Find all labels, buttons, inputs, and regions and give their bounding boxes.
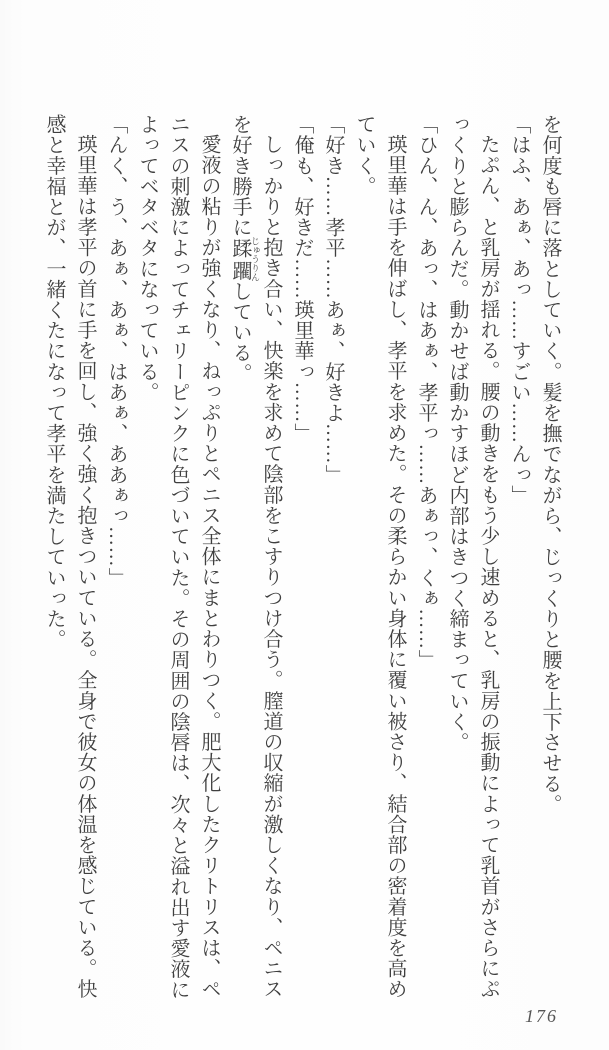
paragraph-8: しっかりと抱き合い、快楽を求めて陰部をこすりつけ合う。膣道の収縮が激しくなり、ペニスを好き勝手に蹂躙 じゅうりんしている。 — [229, 114, 282, 1000]
paragraph-9: 愛液の粘りが強くなり、ねっぷりとペニス全体にまとわりつく。肥大化したクリトリスは、ペニスの刺激によってチェリーピンクに色づいていた。その周囲の陰唇は、次々と溢れ出す愛液によってベタベタになっている。 — [136, 114, 220, 1000]
paragraph-6: 「好き……孝平……あぁ、好きよ……」 — [322, 114, 344, 485]
page-number: 176 — [525, 1006, 558, 1026]
novel-text-area — [38, 114, 565, 1000]
paragraph-7: 「俺も、好きだ……瑛里華っ……」 — [291, 114, 313, 444]
paragraph-11: 瑛里華は孝平の首に手を回し、強く強く抱きついている。全身で彼女の体温を感じている。快感と幸福とが、一緒くたになって孝平を満たしていった。 — [43, 114, 96, 1000]
ruby-annotated-word: 蹂躙 じゅうりん — [229, 236, 260, 282]
paragraph-1: を何度も唇に落としていく。髪を撫でながら、じっくりと腰を上下させる。 — [539, 114, 561, 815]
paragraph-2: 「はふ、あぁ、あっ……すごい……んっ」 — [508, 114, 530, 506]
paragraph-4: 「ひん、ん、あっ、はあぁ、孝平っ……あぁっ、くぁ……」 — [415, 114, 437, 671]
paragraph-10: 「んく、う、あぁ、あぁ、はあぁ、ああぁっ……」 — [105, 114, 127, 588]
paragraph-5: 瑛里華は手を伸ばし、孝平を求めた。その柔らかい身体に覆い被さり、結合部の密着度を高めていく。 — [353, 114, 406, 1000]
paragraph-3: たぷん、と乳房が揺れる。腰の動きをもう少し速めると、乳房の振動によって乳首がさらにぷっくりと膨らんだ。動かせば動かすほど内部はきつく締まっていく。 — [446, 114, 499, 1000]
